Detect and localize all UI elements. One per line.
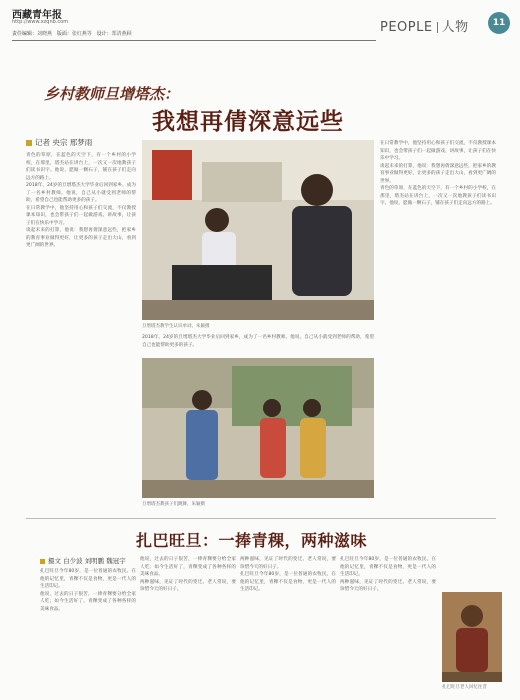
byline-names: 白少波 刘明鹏 魏冠宇 xyxy=(63,557,126,565)
meta-design: 郑清燕顾 xyxy=(111,31,132,37)
article2-paragraph: 扎巴旺旦今年80岁，是一位普通的农牧民。在他的记忆里，青稞不仅是食物，更是一代人的生活印记。 xyxy=(340,557,436,577)
article1-photo-classroom xyxy=(142,140,374,320)
article2-paragraph: 两种滋味，见证了时代的变迁。老人常说，要珍惜今天的好日子。 xyxy=(240,557,336,570)
photo3-caption: 扎巴旺旦老人回忆往昔 xyxy=(442,685,487,690)
article1-photo-dance xyxy=(142,358,374,498)
article2-headline: 扎巴旺旦：一捧青稞，两种滋味 xyxy=(136,531,368,550)
article2-paragraph: 他说，过去的日子很苦，一捧青稞要分给全家人吃；如今生活好了，青稞变成了各种各样的美味食品。 xyxy=(140,557,236,577)
article2-paragraph: 扎巴旺旦今年80岁，是一位普通的农牧民。在他的记忆里，青稞不仅是食物，更是一代人的生活印记。 xyxy=(40,569,136,589)
article1-column-2 xyxy=(142,334,374,354)
article1-column-3 xyxy=(380,140,496,512)
publication-name: 西藏青年报 xyxy=(12,10,62,21)
article2-column-2 xyxy=(140,556,236,693)
photo1-caption: 旦增塔杰教学生认识单词，朱颖摄 xyxy=(142,324,210,329)
meta-label-editor: 责任编辑： xyxy=(12,31,38,37)
article2-column-1 xyxy=(40,568,136,693)
editor-meta xyxy=(12,30,132,37)
byline-marker-icon xyxy=(26,140,32,146)
article2-column-3 xyxy=(240,556,336,693)
article1-kicker: 乡村教师旦增塔杰： xyxy=(44,85,180,103)
byline-label: 记者 xyxy=(35,138,50,147)
article1-paragraph: 在日常教学中，他坚持用心和孩子们交流，不仅教授课本知识，也会带孩子们一起做游戏、讲故事，让孩子们在快乐中学习。 xyxy=(380,141,496,161)
classroom-illustration xyxy=(142,140,374,320)
article1-byline xyxy=(26,137,156,148)
article1-headline: 我想再倩深意远些 xyxy=(152,109,344,135)
meta-layout: 张红燕等 xyxy=(71,31,92,37)
byline-marker-icon xyxy=(40,559,45,564)
article1-paragraph: 青色的草原，在蓝色的天空下，有一个乡村的小学校，在那里，塔杰站在讲台上，一次又一次地教孩子们读书识字。他说，愿做一颗石子，铺在孩子们走向远方的路上。 xyxy=(380,186,496,206)
article1-paragraph: 2018年，24岁的旦增塔杰大学毕业后回到家乡，成为了一名乡村教师。他说，自己从小就受到老师的帮助，希望自己也能帮助更多的孩子。 xyxy=(142,335,374,348)
article2-photo-elder xyxy=(442,592,502,682)
header-rule xyxy=(12,40,376,41)
photo2-caption: 旦增塔杰教孩子们跳舞，朱颖摄 xyxy=(142,502,205,507)
article1-paragraph: 谈起未来的打算，他说：我想再倩深意远些，把家乡的教育事业做得更好，让更多的孩子走出大山，看到更广阔的世界。 xyxy=(26,228,136,248)
article2-paragraph: 两种滋味，见证了时代的变迁。老人常说，要珍惜今天的好日子。 xyxy=(340,579,436,592)
article1-paragraph: 谈起未来的打算，他说：我想再倩深意远些，把家乡的教育事业做得更好，让更多的孩子走出大山，看到更广阔的世界。 xyxy=(380,163,496,184)
section-label xyxy=(380,16,469,35)
article2-paragraph: 两种滋味，见证了时代的变迁。老人常说，要珍惜今天的好日子。 xyxy=(140,579,236,592)
article2-byline xyxy=(40,556,126,565)
article-divider xyxy=(26,518,496,519)
page-number-badge: 11 xyxy=(488,12,510,34)
article2-paragraph: 他说，过去的日子很苦，一捧青稞要分给全家人吃；如今生活好了，青稞变成了各种各样的美味食品。 xyxy=(40,591,136,612)
article2-column-4 xyxy=(340,556,436,693)
section-divider xyxy=(437,22,438,33)
article2-paragraph: 扎巴旺旦今年80岁，是一位普通的农牧民。在他的记忆里，青稞不仅是食物，更是一代人的生活印记。 xyxy=(240,572,336,592)
meta-editor: 刘晓燕 xyxy=(37,31,53,37)
dance-illustration xyxy=(142,358,374,498)
byline-names: 央宗 邢梦雨 xyxy=(52,138,93,147)
article1-column-1 xyxy=(26,152,136,502)
section-cn: 人物 xyxy=(441,20,469,35)
byline-label: 摄文 xyxy=(48,557,61,565)
article1-paragraph: 青色的草原，在蓝色的天空下，有一个乡村的小学校，在那里，塔杰站在讲台上，一次又一次地教孩子们读书识字。他说，愿做一颗石子，铺在孩子们走向远方的路上。 xyxy=(26,153,136,181)
section-en: PEOPLE xyxy=(380,20,433,35)
elder-illustration xyxy=(442,592,502,682)
publication-url: http://www.xzqnb.com xyxy=(12,19,69,25)
page-header xyxy=(12,6,510,48)
article1-paragraph: 2018年，24岁的旦增塔杰大学毕业后回到家乡，成为了一名乡村教师。他说，自己从小就受到老师的帮助，希望自己也能帮助更多的孩子。 xyxy=(26,183,136,203)
meta-label-layout: 版面： xyxy=(56,31,72,37)
article1-paragraph: 在日常教学中，他坚持用心和孩子们交流，不仅教授课本知识，也会带孩子们一起做游戏、讲故事，让孩子们在快乐中学习。 xyxy=(26,205,136,226)
meta-label-design: 设计： xyxy=(96,31,112,37)
